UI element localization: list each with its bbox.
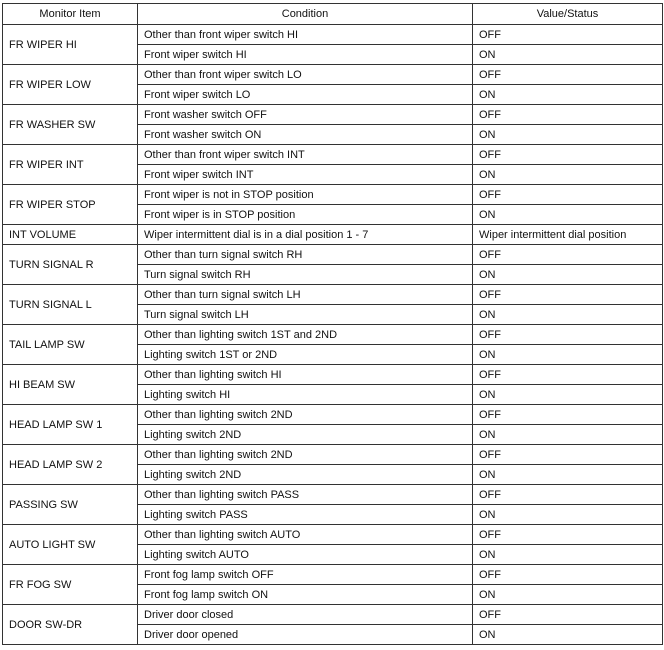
monitor-item-name: HEAD LAMP SW 1 <box>3 405 138 445</box>
condition-cell: Other than lighting switch PASS <box>138 485 473 505</box>
monitor-item-name: INT VOLUME <box>3 225 138 245</box>
header-value-status: Value/Status <box>473 4 663 25</box>
table-row <box>3 565 663 585</box>
value-status-cell: OFF <box>473 105 663 125</box>
condition-cell: Front fog lamp switch OFF <box>138 565 473 585</box>
monitor-item-name: PASSING SW <box>3 485 138 525</box>
condition-cell: Front wiper switch INT <box>138 165 473 185</box>
condition-cell: Wiper intermittent dial is in a dial position 1 - 7 <box>138 225 473 245</box>
value-status-cell: ON <box>473 465 663 485</box>
value-status-cell: Wiper intermittent dial position <box>473 225 663 245</box>
condition-cell: Lighting switch 2ND <box>138 465 473 485</box>
condition-cell: Driver door opened <box>138 625 473 645</box>
table-row <box>3 245 663 265</box>
table-body <box>3 25 663 645</box>
condition-cell: Other than front wiper switch HI <box>138 25 473 45</box>
table-row <box>3 405 663 425</box>
value-status-cell: ON <box>473 505 663 525</box>
condition-cell: Other than lighting switch 1ST and 2ND <box>138 325 473 345</box>
value-status-cell: ON <box>473 345 663 365</box>
value-status-cell: OFF <box>473 525 663 545</box>
monitor-item-name: TAIL LAMP SW <box>3 325 138 365</box>
value-status-cell: OFF <box>473 365 663 385</box>
table-row <box>3 185 663 205</box>
header-row <box>3 4 663 25</box>
value-status-cell: OFF <box>473 245 663 265</box>
table-row <box>3 325 663 345</box>
value-status-cell: ON <box>473 125 663 145</box>
value-status-cell: OFF <box>473 325 663 345</box>
value-status-cell: ON <box>473 545 663 565</box>
condition-cell: Turn signal switch RH <box>138 265 473 285</box>
table-row <box>3 285 663 305</box>
monitor-item-name: FR WASHER SW <box>3 105 138 145</box>
value-status-cell: ON <box>473 305 663 325</box>
monitor-item-name: FR WIPER LOW <box>3 65 138 105</box>
value-status-cell: OFF <box>473 145 663 165</box>
value-status-cell: OFF <box>473 445 663 465</box>
condition-cell: Front wiper is in STOP position <box>138 205 473 225</box>
monitor-item-name: FR FOG SW <box>3 565 138 605</box>
value-status-cell: OFF <box>473 565 663 585</box>
table-row <box>3 365 663 385</box>
value-status-cell: ON <box>473 385 663 405</box>
table-row <box>3 105 663 125</box>
value-status-cell: ON <box>473 165 663 185</box>
monitor-item-name: HEAD LAMP SW 2 <box>3 445 138 485</box>
condition-cell: Other than lighting switch AUTO <box>138 525 473 545</box>
condition-cell: Front wiper is not in STOP position <box>138 185 473 205</box>
value-status-cell: OFF <box>473 25 663 45</box>
value-status-cell: OFF <box>473 485 663 505</box>
table-row <box>3 65 663 85</box>
monitor-item-name: HI BEAM SW <box>3 365 138 405</box>
condition-cell: Other than front wiper switch LO <box>138 65 473 85</box>
monitor-item-name: AUTO LIGHT SW <box>3 525 138 565</box>
header-condition: Condition <box>138 4 473 25</box>
condition-cell: Driver door closed <box>138 605 473 625</box>
header-monitor-item: Monitor Item <box>3 4 138 25</box>
condition-cell: Lighting switch 1ST or 2ND <box>138 345 473 365</box>
value-status-cell: OFF <box>473 285 663 305</box>
condition-cell: Lighting switch PASS <box>138 505 473 525</box>
condition-cell: Lighting switch HI <box>138 385 473 405</box>
condition-cell: Front washer switch ON <box>138 125 473 145</box>
monitor-item-name: DOOR SW-DR <box>3 605 138 645</box>
table-row <box>3 525 663 545</box>
condition-cell: Other than turn signal switch RH <box>138 245 473 265</box>
monitor-item-table <box>2 3 663 645</box>
table-row <box>3 225 663 245</box>
condition-cell: Front wiper switch LO <box>138 85 473 105</box>
value-status-cell: OFF <box>473 405 663 425</box>
monitor-item-name: FR WIPER HI <box>3 25 138 65</box>
condition-cell: Other than lighting switch HI <box>138 365 473 385</box>
value-status-cell: ON <box>473 205 663 225</box>
table-row <box>3 605 663 625</box>
condition-cell: Lighting switch AUTO <box>138 545 473 565</box>
value-status-cell: ON <box>473 585 663 605</box>
table-row <box>3 445 663 465</box>
condition-cell: Front washer switch OFF <box>138 105 473 125</box>
condition-cell: Turn signal switch LH <box>138 305 473 325</box>
condition-cell: Front wiper switch HI <box>138 45 473 65</box>
monitor-item-name: TURN SIGNAL L <box>3 285 138 325</box>
condition-cell: Other than lighting switch 2ND <box>138 405 473 425</box>
condition-cell: Other than turn signal switch LH <box>138 285 473 305</box>
monitor-item-name: FR WIPER INT <box>3 145 138 185</box>
value-status-cell: ON <box>473 625 663 645</box>
table-row <box>3 25 663 45</box>
table-row <box>3 145 663 165</box>
condition-cell: Front fog lamp switch ON <box>138 585 473 605</box>
condition-cell: Other than front wiper switch INT <box>138 145 473 165</box>
value-status-cell: OFF <box>473 605 663 625</box>
value-status-cell: OFF <box>473 65 663 85</box>
condition-cell: Lighting switch 2ND <box>138 425 473 445</box>
monitor-item-name: TURN SIGNAL R <box>3 245 138 285</box>
value-status-cell: ON <box>473 425 663 445</box>
value-status-cell: ON <box>473 265 663 285</box>
value-status-cell: OFF <box>473 185 663 205</box>
table-row <box>3 485 663 505</box>
value-status-cell: ON <box>473 45 663 65</box>
condition-cell: Other than lighting switch 2ND <box>138 445 473 465</box>
value-status-cell: ON <box>473 85 663 105</box>
monitor-item-name: FR WIPER STOP <box>3 185 138 225</box>
